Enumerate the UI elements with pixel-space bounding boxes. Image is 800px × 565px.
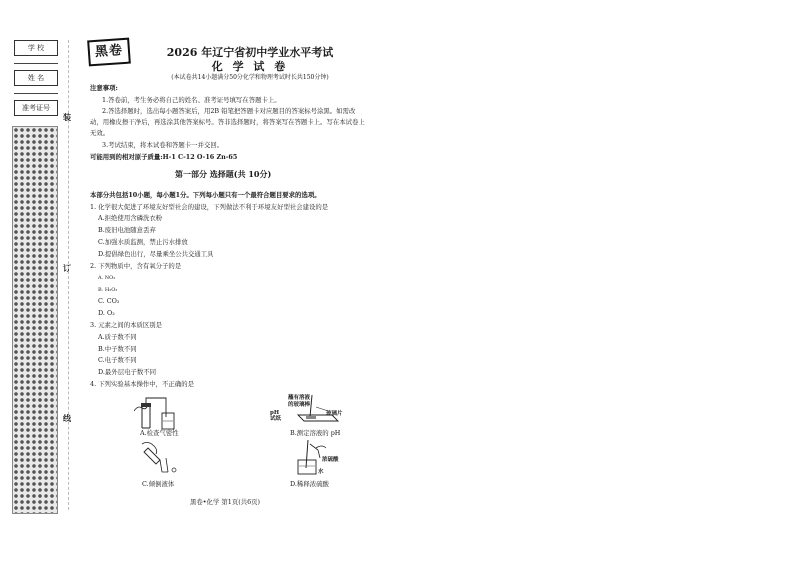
q2-option-a: A. NO₂ xyxy=(98,275,116,281)
label-drop-solution: 蘸有溶液 xyxy=(288,395,311,401)
note-item: 1.答卷前，考生务必将自己的姓名、准考证号填写在答题卡上。 xyxy=(102,96,281,104)
bind-char-xian: 线 xyxy=(63,413,71,423)
q3-option-c: C.电子数不同 xyxy=(98,356,137,364)
exam-time-note: (本试卷共14小题满分50分化学和物理考试时长共150分钟) xyxy=(171,74,329,81)
ticket-label: 准考证号 xyxy=(14,100,58,116)
q3-option-d: D.最外层电子数不同 xyxy=(98,368,157,376)
page-footer: 黑卷•化学 第1页(共6页) xyxy=(190,498,261,506)
q3-option-b: B.中子数不同 xyxy=(98,345,137,353)
q4-stem: 4. 下列实验基本操作中，不正确的是 xyxy=(90,380,194,388)
exam-subtitle: 化 学 试 卷 xyxy=(211,60,289,73)
caption-d: D.稀释浓硫酸 xyxy=(290,480,329,488)
q1-option-a: A.拒绝使用含磷洗衣粉 xyxy=(98,214,163,222)
exam-title: 2026 年辽宁省初中学业水平考试 xyxy=(166,46,334,59)
black-paper-stamp: 黑卷 xyxy=(87,38,131,67)
label-ph-paper: pH 试纸 xyxy=(270,410,282,422)
school-label: 学 校 xyxy=(14,40,58,56)
school-line xyxy=(14,63,58,64)
q2-stem: 2. 下列物质中，含有氧分子的是 xyxy=(90,262,182,270)
notes-heading: 注意事项: xyxy=(90,84,118,92)
binding-hatch xyxy=(12,126,58,514)
figure-c-pouring xyxy=(138,440,184,478)
note-item: 2.答选择题时，选出每小题答案后，用2B 铅笔把答题卡对应题目的答案标号涂黑。如需改 xyxy=(102,107,356,115)
bind-char-ding: 订 xyxy=(63,263,71,273)
label-acid: 浓硫酸 xyxy=(322,457,339,463)
note-item: 无效。 xyxy=(90,129,110,137)
caption-c: C.倾倒液体 xyxy=(142,480,175,488)
figure-a-airtightness xyxy=(134,395,184,431)
label-watch-glass: 玻璃片 xyxy=(326,411,343,417)
q3-option-a: A.质子数不同 xyxy=(98,333,137,341)
name-label: 姓 名 xyxy=(14,70,58,86)
caption-a: A.检查气密性 xyxy=(140,429,179,437)
q1-stem: 1. 化学很大促进了环境友好型社会的建设，下列做法不利于环境友好型社会建设的是 xyxy=(90,203,329,211)
label-glass-rod: 的玻璃棒 xyxy=(288,402,311,408)
q2-option-d: D. O₂ xyxy=(98,309,115,317)
atomic-mass-line: 可能用到的相对原子质量:H-1 C-12 O-16 Zn-65 xyxy=(90,153,238,161)
caption-b: B.测定溶液的 pH xyxy=(290,429,341,437)
name-line xyxy=(14,93,58,94)
q1-option-b: B.废旧电池随意丢弃 xyxy=(98,226,156,234)
section1-title: 第一部分 选择题(共 10分) xyxy=(175,169,272,179)
q1-option-c: C.加强水质监测，禁止污水排放 xyxy=(98,238,188,246)
section1-instruction: 本部分共包括10小题，每小题1分。下列每小题只有一个最符合题目要求的选项。 xyxy=(90,191,321,199)
q3-stem: 3. 元素之间的本质区别是 xyxy=(90,321,163,329)
label-water: 水 xyxy=(318,469,324,475)
note-item: 动，用橡皮擦干净后，再选涂其他答案标号。答非选择题时，将答案写在答题卡上。写在本试卷上 xyxy=(90,118,365,126)
note-item: 3.考试结束，将本试卷和答题卡一并交回。 xyxy=(102,141,224,149)
q2-option-b: B. H₂O₂ xyxy=(98,287,118,293)
q1-option-d: D.提倡绿色出行，尽量乘坐公共交通工具 xyxy=(98,250,214,258)
bind-char-zhuang: 装 xyxy=(63,112,71,122)
q2-option-c: C. CO₂ xyxy=(98,297,120,305)
binding-dashline xyxy=(68,40,69,510)
